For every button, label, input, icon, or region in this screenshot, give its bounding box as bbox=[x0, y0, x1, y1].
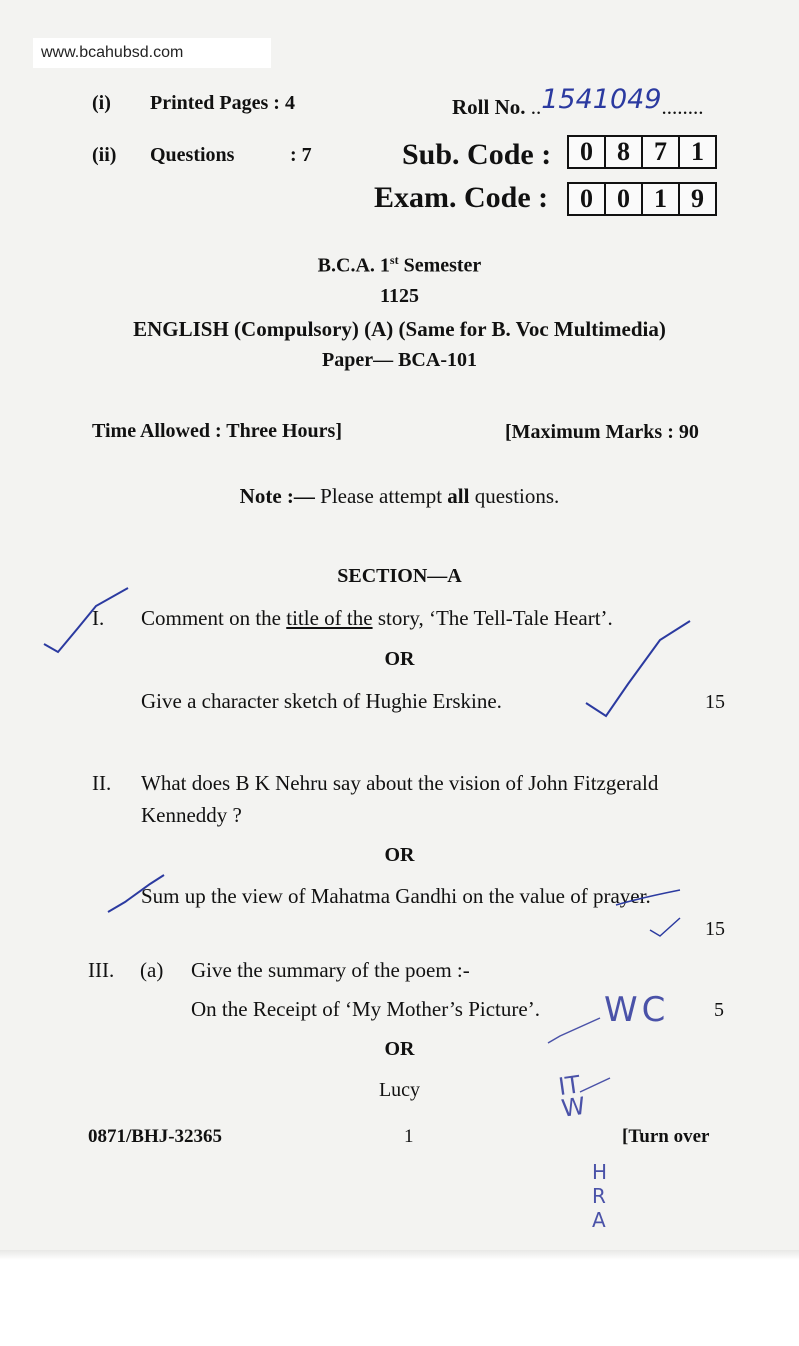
printed-pages: Printed Pages : 4 bbox=[150, 92, 295, 114]
q3-number: III. bbox=[88, 958, 115, 982]
q2-number: II. bbox=[92, 771, 112, 795]
sub-code-digit: 7 bbox=[643, 137, 680, 167]
note-text-before: Please attempt bbox=[320, 484, 443, 508]
page-number: 1 bbox=[404, 1126, 414, 1147]
sub-code-digit: 8 bbox=[606, 137, 643, 167]
handwritten-side-note-2: HRA bbox=[592, 1160, 608, 1232]
time-allowed: Time Allowed : Three Hours] bbox=[92, 420, 342, 442]
q1-text-before: Comment on the bbox=[141, 606, 281, 630]
sub-code-label: Sub. Code : bbox=[402, 138, 552, 171]
sub-code-digit: 0 bbox=[569, 137, 606, 167]
q1-number: I. bbox=[92, 606, 105, 630]
maximum-marks: [Maximum Marks : 90 bbox=[505, 421, 699, 443]
scan-edge bbox=[0, 1250, 799, 1260]
handwritten-wc: WC bbox=[604, 990, 670, 1030]
printed-pages-num: (i) bbox=[92, 92, 111, 114]
exam-code-digit: 1 bbox=[643, 184, 680, 214]
roll-number-handwritten: 1541049 bbox=[541, 84, 662, 115]
note-label: Note :— bbox=[239, 484, 315, 508]
q2-alternative: Sum up the view of Mahatma Gandhi on the value of prayer. bbox=[141, 884, 651, 908]
q1-text bbox=[141, 606, 613, 631]
q1-alternative: Give a character sketch of Hughie Erskine. bbox=[141, 689, 502, 713]
roll-dots-before: .. bbox=[530, 95, 542, 119]
q3-line2: On the Receipt of ‘My Mother’s Picture’. bbox=[191, 997, 540, 1021]
roll-number-line bbox=[452, 84, 704, 121]
q3-or: OR bbox=[384, 1038, 415, 1060]
course-name: B.C.A. 1 bbox=[317, 254, 390, 277]
handwritten-side-note-1: ITW bbox=[556, 1070, 588, 1123]
q1-or: OR bbox=[384, 648, 415, 670]
questions-num: (ii) bbox=[92, 144, 117, 166]
course-title bbox=[0, 253, 799, 278]
exam-code-label: Exam. Code : bbox=[374, 181, 549, 214]
exam-code-digit: 0 bbox=[606, 184, 643, 214]
instructions-note bbox=[0, 484, 799, 509]
roll-label: Roll No. bbox=[452, 95, 526, 119]
q1-underlined: title of the bbox=[286, 606, 373, 630]
course-rest: Semester bbox=[398, 254, 482, 277]
watermark-url: www.bcahubsd.com bbox=[33, 38, 271, 68]
q2-marks: 15 bbox=[705, 918, 725, 940]
q2-line1: What does B K Nehru say about the vision of John Fitzgerald bbox=[141, 771, 659, 795]
q2-or: OR bbox=[384, 844, 415, 866]
note-text-after: questions. bbox=[474, 484, 560, 508]
exam-code-box bbox=[567, 182, 717, 216]
q1-text-after: story, ‘The Tell-Tale Heart’. bbox=[377, 606, 613, 630]
q1-marks: 15 bbox=[705, 691, 725, 713]
footer-code: 0871/BHJ-32365 bbox=[88, 1126, 223, 1147]
paper-number: 1125 bbox=[380, 285, 419, 307]
course-sup: st bbox=[389, 253, 399, 267]
section-heading: SECTION—A bbox=[337, 565, 462, 587]
roll-dots-after: ........ bbox=[661, 95, 704, 119]
subject-title: ENGLISH (Compulsory) (A) (Same for B. Voc Multimedia) bbox=[133, 317, 666, 341]
exam-code-digit: 0 bbox=[569, 184, 606, 214]
exam-code-digit: 9 bbox=[691, 184, 704, 213]
questions-label: Questions bbox=[150, 144, 235, 166]
q3-marks: 5 bbox=[714, 999, 724, 1021]
questions-value: : 7 bbox=[290, 144, 312, 166]
paper-code: Paper— BCA-101 bbox=[322, 349, 477, 371]
sub-code-digit: 1 bbox=[691, 137, 704, 166]
q3-sub-label: (a) bbox=[140, 958, 164, 982]
q3-line1: Give the summary of the poem :- bbox=[191, 958, 470, 982]
note-bold: all bbox=[447, 484, 470, 508]
q2-line2: Kenneddy ? bbox=[141, 803, 242, 827]
sub-code-box bbox=[567, 135, 717, 169]
q3-alternative: Lucy bbox=[378, 1079, 421, 1101]
turn-over: [Turn over bbox=[622, 1126, 710, 1147]
